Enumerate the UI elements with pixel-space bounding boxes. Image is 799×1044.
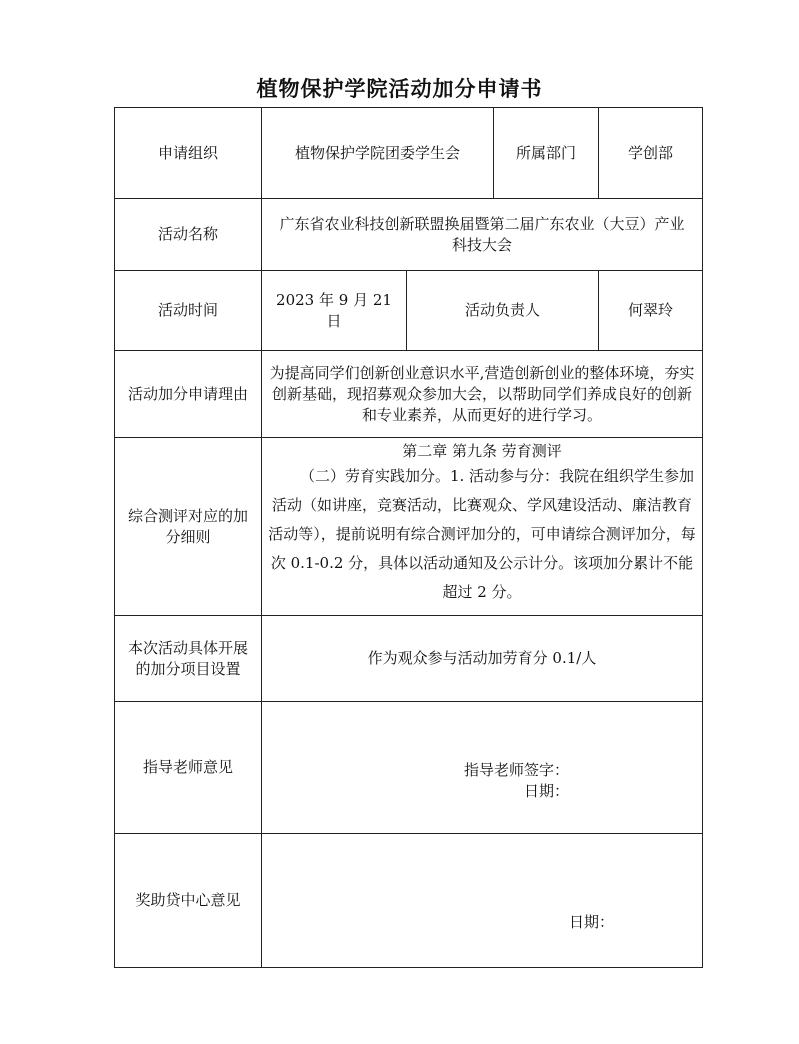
- row-activity-time: [115, 271, 703, 351]
- activity-time-label: 活动时间: [115, 271, 262, 351]
- row-rules: [115, 438, 703, 616]
- document-title: 植物保护学院活动加分申请书: [256, 76, 543, 101]
- center-opinion-label: 奖助贷中心意见: [115, 834, 262, 968]
- activity-name-label: 活动名称: [115, 199, 262, 271]
- setting-label: 本次活动具体开展的加分项目设置: [115, 616, 262, 702]
- teacher-opinion-label: 指导老师意见: [115, 702, 262, 834]
- reason-value: 为提高同学们创新创业意识水平,营造创新创业的整体环境，夯实创新基础，现招募观众参加大会，以帮助同学们养成良好的创新和专业素养，从而更好的进行学习。: [262, 351, 703, 438]
- department-value: 学创部: [599, 108, 703, 199]
- setting-value: 作为观众参与活动加劳育分 0.1/人: [262, 616, 703, 702]
- teacher-signature-label: 指导老师签字：: [464, 761, 570, 779]
- applicant-label: 申请组织: [115, 108, 262, 199]
- application-form-table: [114, 107, 703, 968]
- row-setting: [115, 616, 703, 702]
- row-activity-name: [115, 199, 703, 271]
- rules-body: （二）劳育实践加分。1. 活动参与分：我院在组织学生参加活动（如讲座，竞赛活动，比赛观众、学风建设活动、廉洁教育活动等），提前说明有综合测评加分的，可申请综合测评加分，每次 0.1-0.2 分，具体以活动通知及公示计分。该项加分累计不能超过 2 分。: [268, 467, 696, 601]
- rules-label: 综合测评对应的加分细则: [115, 438, 262, 616]
- rules-cell: [262, 438, 703, 616]
- teacher-opinion-cell[interactable]: [262, 702, 703, 834]
- activity-name-value: 广东省农业科技创新联盟换届暨第二届广东农业（大豆）产业科技大会: [262, 199, 703, 271]
- row-teacher-opinion: [115, 702, 703, 834]
- row-reason: [115, 351, 703, 438]
- center-date-label: 日期：: [569, 913, 615, 931]
- department-label: 所属部门: [494, 108, 599, 199]
- row-center-opinion: [115, 834, 703, 968]
- activity-leader-label: 活动负责人: [407, 271, 599, 351]
- reason-label: 活动加分申请理由: [115, 351, 262, 438]
- center-opinion-cell[interactable]: [262, 834, 703, 968]
- rules-heading: 第二章 第九条 劳育测评: [402, 442, 562, 460]
- activity-time-value: 2023 年 9 月 21 日: [262, 271, 407, 351]
- applicant-value: 植物保护学院团委学生会: [262, 108, 494, 199]
- activity-leader-value: 何翠玲: [599, 271, 703, 351]
- row-applicant: [115, 108, 703, 199]
- teacher-date-label: 日期：: [524, 782, 570, 800]
